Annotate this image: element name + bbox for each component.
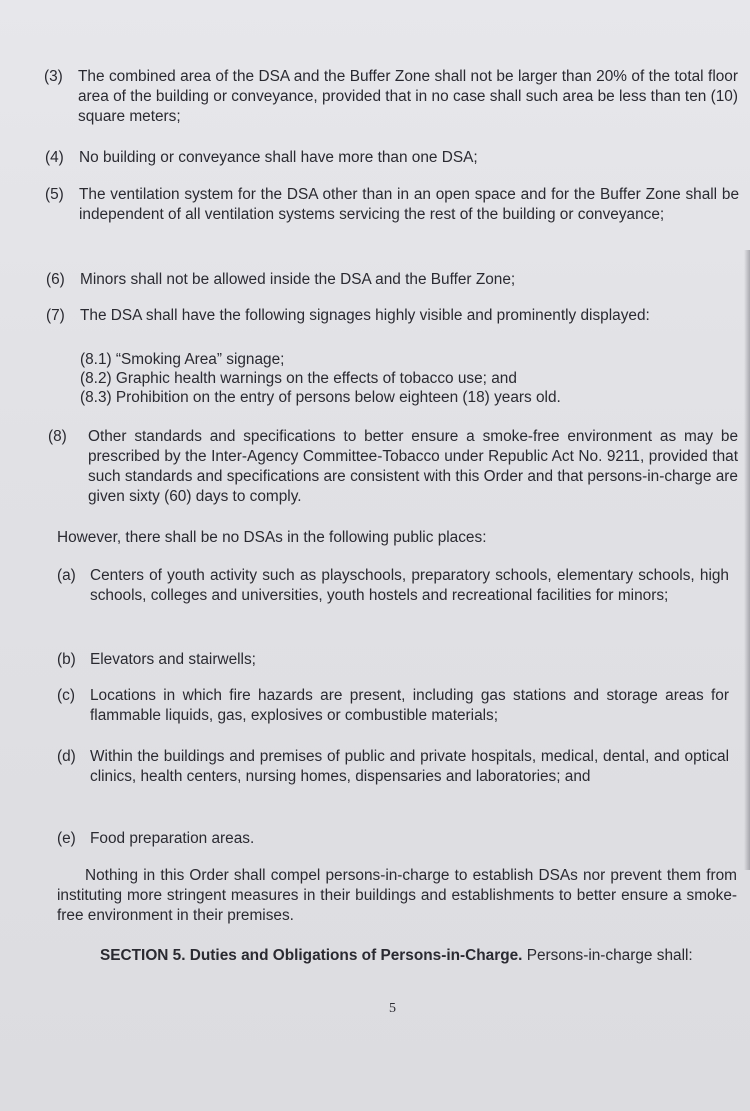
item-text: Locations in which fire hazards are present, including gas stations and storage areas for flammable liquids, gas, explosives or combustible materials; bbox=[90, 687, 729, 724]
item-text: Within the buildings and premises of public and private hospitals, medical, dental, and optical clinics, health centers, nursing homes, dispensaries and laboratories; and bbox=[90, 748, 729, 785]
section-5-paragraph bbox=[52, 946, 740, 966]
item-number: (d) bbox=[57, 748, 76, 765]
sub-item: (8.2) Graphic health warnings on the effects of tobacco use; and bbox=[80, 370, 517, 387]
item-text: The ventilation system for the DSA other than in an open space and for the Buffer Zone shall be independent of all ventilation systems servicing the rest of the building or conveyance; bbox=[79, 186, 739, 223]
list-item bbox=[45, 185, 739, 225]
item-text: No building or conveyance shall have more than one DSA; bbox=[79, 149, 478, 166]
list-item bbox=[57, 686, 729, 726]
item-number: (b) bbox=[57, 651, 76, 668]
list-item bbox=[44, 67, 738, 127]
section-5-title: SECTION 5. Duties and Obligations of Persons-in-Charge. bbox=[100, 947, 523, 964]
list-item bbox=[46, 270, 740, 290]
item-number: (a) bbox=[57, 567, 76, 584]
item-text: The combined area of the DSA and the Buffer Zone shall not be larger than 20% of the total floor area of the building or conveyance, provided that in no case shall such area be less than ten (10) square meters; bbox=[78, 68, 738, 125]
item-text: Food preparation areas. bbox=[90, 830, 255, 847]
list-item bbox=[46, 306, 740, 326]
list-item bbox=[57, 650, 729, 670]
list-item bbox=[57, 747, 729, 787]
item-number: (c) bbox=[57, 687, 75, 704]
item-text: Elevators and stairwells; bbox=[90, 651, 256, 668]
list-item bbox=[48, 427, 738, 507]
nothing-paragraph: Nothing in this Order shall compel persons-in-charge to establish DSAs nor prevent them from instituting more stringent measures in their buildings and establishments to better ensure a smoke-free environment in their premises. bbox=[57, 867, 737, 924]
list-item bbox=[57, 829, 729, 849]
sub-item: (8.1) “Smoking Area” signage; bbox=[80, 351, 285, 368]
item-number: (7) bbox=[46, 307, 65, 324]
item-number: (6) bbox=[46, 271, 65, 288]
item-text: Other standards and specifications to better ensure a smoke-free environment as may be prescribed by the Inter-Agency Committee-Tobacco under Republic Act No. 9211, provided that such standards and specifications are consistent with this Order and that persons-in-charge are given sixty (60) days to comply. bbox=[88, 428, 738, 505]
item-text: Centers of youth activity such as playschools, preparatory schools, elementary schools, high schools, colleges and universities, youth hostels and recreational facilities for minors; bbox=[90, 567, 729, 604]
list-item bbox=[45, 148, 739, 168]
item-number: (3) bbox=[44, 68, 63, 85]
item-text: Minors shall not be allowed inside the DSA and the Buffer Zone; bbox=[80, 271, 516, 288]
item-number: (e) bbox=[57, 830, 76, 847]
page-number: 5 bbox=[389, 1001, 396, 1016]
sub-item: (8.3) Prohibition on the entry of persons below eighteen (18) years old. bbox=[80, 389, 561, 406]
item-text: The DSA shall have the following signages highly visible and prominently displayed: bbox=[80, 307, 650, 324]
item-number: (4) bbox=[45, 149, 64, 166]
item-number: (8) bbox=[48, 428, 67, 445]
section-5-text: Persons-in-charge shall: bbox=[526, 947, 693, 964]
item-number: (5) bbox=[45, 186, 64, 203]
however-paragraph: However, there shall be no DSAs in the following public places: bbox=[57, 529, 487, 546]
list-item bbox=[57, 566, 729, 606]
page-edge-shadow bbox=[744, 250, 750, 870]
